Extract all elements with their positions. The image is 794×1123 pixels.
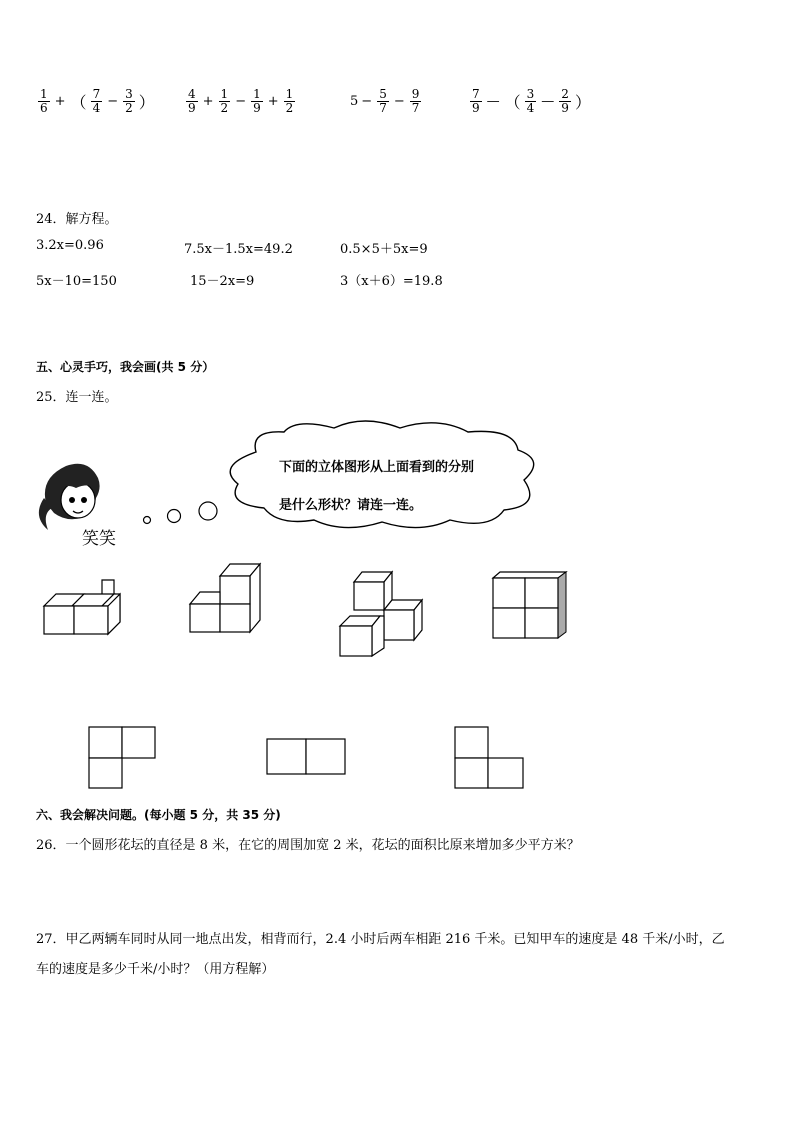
calc-expression-4: $\frac{7}{9}$ — （ $\frac{3}{4}$ — $\frac{2}{9}$ ）: [472, 87, 591, 115]
fraction: $\frac{1}{2}$: [285, 87, 294, 115]
fraction: $\frac{2}{9}$: [561, 87, 569, 115]
equation: 0.5×5＋5x=9: [340, 242, 428, 257]
q25-title: 25．连一连。: [36, 390, 118, 405]
fraction: $\frac{1}{6}$: [40, 87, 48, 115]
equation: 7.5x－1.5x=49.2: [184, 242, 293, 257]
calc-expression-2: $\frac{4}{9}$ + $\frac{1}{2}$ − $\frac{1}{9}$ + $\frac{1}{2}$: [188, 87, 294, 115]
fraction: $\frac{7}{4}$: [92, 87, 101, 115]
q27-text-line-2: 车的速度是多少千米/小时？（用方程解）: [36, 962, 275, 977]
top-view-shape-3: [454, 726, 526, 790]
top-view-shape-2: [266, 738, 348, 776]
solid-figure-4: [490, 570, 570, 642]
section-6-title: 六、我会解决问题。(每小题 5 分，共 35 分): [36, 808, 281, 822]
q26-text: 26．一个圆形花坛的直径是 8 米，在它的周围加宽 2 米，花坛的面积比原来增加多少平方米？: [36, 838, 580, 853]
fraction: $\frac{1}{2}$: [220, 87, 229, 115]
section-5-title: 五、心灵手巧，我会画(共 5 分）: [36, 360, 215, 374]
fraction: $\frac{9}{7}$: [411, 87, 420, 115]
fraction: $\frac{1}{9}$: [253, 87, 261, 115]
fraction: $\frac{3}{2}$: [125, 87, 133, 115]
equation: 3.2x=0.96: [36, 238, 104, 253]
fraction: $\frac{3}{4}$: [526, 87, 535, 115]
fraction: $\frac{7}{9}$: [472, 87, 480, 115]
thought-bubble: [138, 422, 578, 542]
equation: 3（x＋6）=19.8: [340, 274, 443, 289]
equation: 5x－10=150: [36, 274, 117, 289]
q24-title: 24．解方程。: [36, 212, 118, 227]
equation: 15－2x=9: [190, 274, 255, 289]
fraction: $\frac{4}{9}$: [188, 87, 196, 115]
solid-figure-1: [42, 578, 126, 636]
girl-name-label: 笑笑: [82, 529, 116, 549]
fraction: $\frac{5}{7}$: [379, 87, 387, 115]
solid-figure-2: [188, 560, 264, 636]
q27-text-line-1: 27．甲乙两辆车同时从同一地点出发，相背而行，2.4 小时后两车相距 216 千米。已知甲车的速度是 48 千米/小时，乙: [36, 932, 725, 947]
solid-figure-3: [338, 570, 430, 658]
calc-expression-1: $\frac{1}{6}$ + （ $\frac{7}{4}$ − $\frac{3}{2}$ ）: [40, 87, 155, 115]
bubble-text-line-2: 是什么形状？请连一连。: [279, 498, 423, 513]
top-view-shape-1: [88, 726, 158, 790]
bubble-text-line-1: 下面的立体图形从上面看到的分别: [279, 460, 475, 475]
calc-expression-3: 5 − $\frac{5}{7}$ − $\frac{9}{7}$: [350, 87, 420, 115]
